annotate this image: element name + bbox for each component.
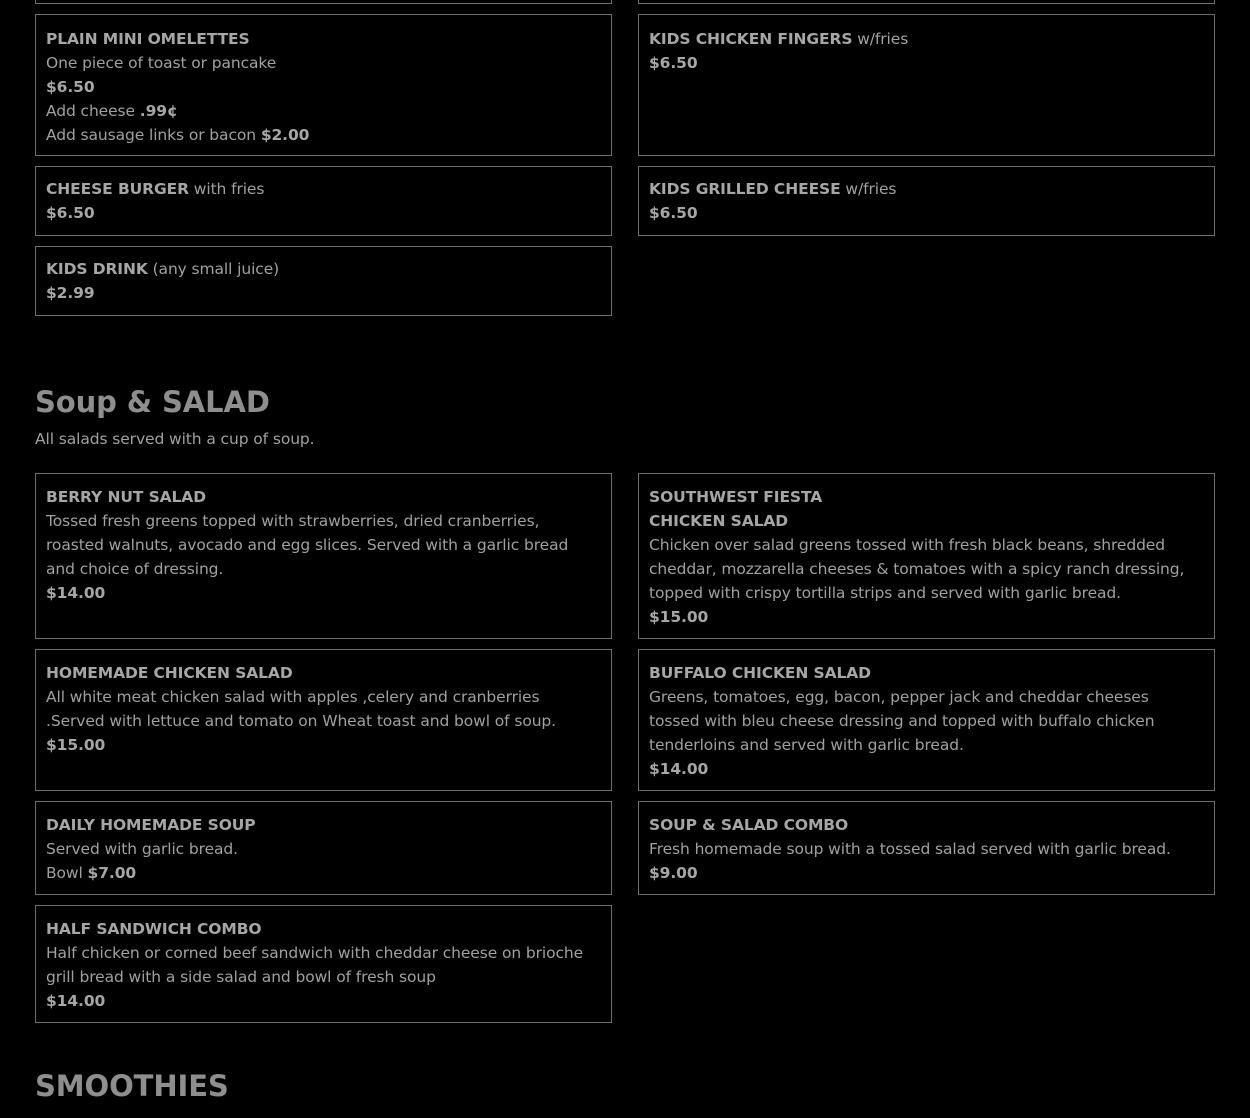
- menu-item-southwest-fiesta-chicken-salad: [638, 473, 1215, 639]
- item-title-line: [46, 177, 601, 201]
- addon-label: Add sausage links or bacon: [46, 126, 261, 144]
- item-name-line-2: CHICKEN SALAD: [649, 512, 789, 530]
- menu-item-soup-salad-combo: [638, 801, 1215, 895]
- bowl-label: Bowl: [46, 864, 88, 882]
- menu-item-kids-drink: [35, 246, 612, 316]
- item-name: KIDS GRILLED CHEESE: [649, 180, 841, 198]
- item-addon-meat: [46, 123, 601, 147]
- item-bowl-price-line: [46, 861, 601, 885]
- menu-item-plain-mini-omelettes: [35, 14, 612, 156]
- item-name: KIDS CHICKEN FINGERS: [649, 30, 853, 48]
- item-name: HALF SANDWICH COMBO: [46, 920, 262, 938]
- item-suffix: w/fries: [840, 180, 897, 198]
- item-suffix: (any small juice): [147, 260, 280, 278]
- item-description: Chicken over salad greens tossed with fresh black beans, shredded cheddar, mozzarella cheeses & tomatoes with a spicy ranch dressing, topped with crispy tortilla strips and served with garlic bread.: [649, 536, 1185, 602]
- item-title-line: [46, 257, 601, 281]
- item-description: Tossed fresh greens topped with strawberries, dried cranberries, roasted walnuts, avocado and egg slices. Served with a garlic bread and choice of dressing.: [46, 512, 569, 578]
- item-price: $7.00: [87, 864, 137, 882]
- item-suffix: w/fries: [852, 30, 909, 48]
- item-name: DAILY HOMEMADE SOUP: [46, 816, 256, 834]
- menu-item-cheese-burger: [35, 166, 612, 236]
- item-name: CHEESE BURGER: [46, 180, 189, 198]
- item-price: $14.00: [649, 760, 709, 778]
- item-name-line-1: SOUTHWEST FIESTA: [649, 488, 823, 506]
- menu-item-berry-nut-salad: [35, 473, 612, 639]
- item-name: BUFFALO CHICKEN SALAD: [649, 664, 871, 682]
- item-title-line: [649, 177, 1204, 201]
- item-price: $15.00: [649, 608, 709, 626]
- item-price: $14.00: [46, 992, 106, 1010]
- item-name: PLAIN MINI OMELETTES: [46, 30, 250, 48]
- item-description: Served with garlic bread.: [46, 840, 238, 858]
- addon-label: Add cheese: [46, 102, 140, 120]
- item-name: SOUP & SALAD COMBO: [649, 816, 849, 834]
- item-description: Fresh homemade soup with a tossed salad served with garlic bread.: [649, 840, 1171, 858]
- item-price: $9.00: [649, 864, 698, 882]
- item-suffix: with fries: [188, 180, 265, 198]
- item-price: $6.50: [649, 54, 698, 72]
- item-price: $15.00: [46, 736, 106, 754]
- addon-price: $2.00: [260, 126, 310, 144]
- item-description: Greens, tomatoes, egg, bacon, pepper jack and cheddar cheeses tossed with bleu cheese dressing and topped with buffalo chicken tenderloins and served with garlic bread.: [649, 688, 1155, 754]
- item-price: $14.00: [46, 584, 106, 602]
- menu-item-buffalo-chicken-salad: [638, 649, 1215, 791]
- item-description: One piece of toast or pancake: [46, 54, 277, 72]
- item-price: $6.50: [46, 204, 95, 222]
- item-name: KIDS DRINK: [46, 260, 148, 278]
- item-price: $6.50: [649, 204, 698, 222]
- item-description: Half chicken or corned beef sandwich with cheddar cheese on brioche grill bread with a side salad and bowl of fresh soup: [46, 944, 584, 986]
- section-subtitle: All salads served with a cup of soup.: [35, 430, 315, 448]
- previous-card-left: [35, 0, 612, 4]
- menu-item-kids-grilled-cheese: [638, 166, 1215, 236]
- section-heading-smoothies: SMOOTHIES: [35, 1069, 229, 1103]
- item-name: HOMEMADE CHICKEN SALAD: [46, 664, 293, 682]
- menu-item-daily-homemade-soup: [35, 801, 612, 895]
- item-addon-cheese: [46, 99, 601, 123]
- menu-item-kids-chicken-fingers: [638, 14, 1215, 156]
- menu-item-half-sandwich-combo: [35, 905, 612, 1023]
- item-price: $2.99: [46, 284, 95, 302]
- section-heading-soup-salad: Soup & SALAD: [35, 385, 270, 419]
- previous-card-right: [638, 0, 1215, 4]
- item-price: $6.50: [46, 78, 95, 96]
- item-name: BERRY NUT SALAD: [46, 488, 206, 506]
- item-title-line: [649, 27, 1204, 51]
- item-description: All white meat chicken salad with apples ,celery and cranberries .Served with lettuce and tomato on Wheat toast and bowl of soup.: [46, 688, 556, 730]
- menu-item-homemade-chicken-salad: [35, 649, 612, 791]
- addon-price: .99¢: [139, 102, 178, 120]
